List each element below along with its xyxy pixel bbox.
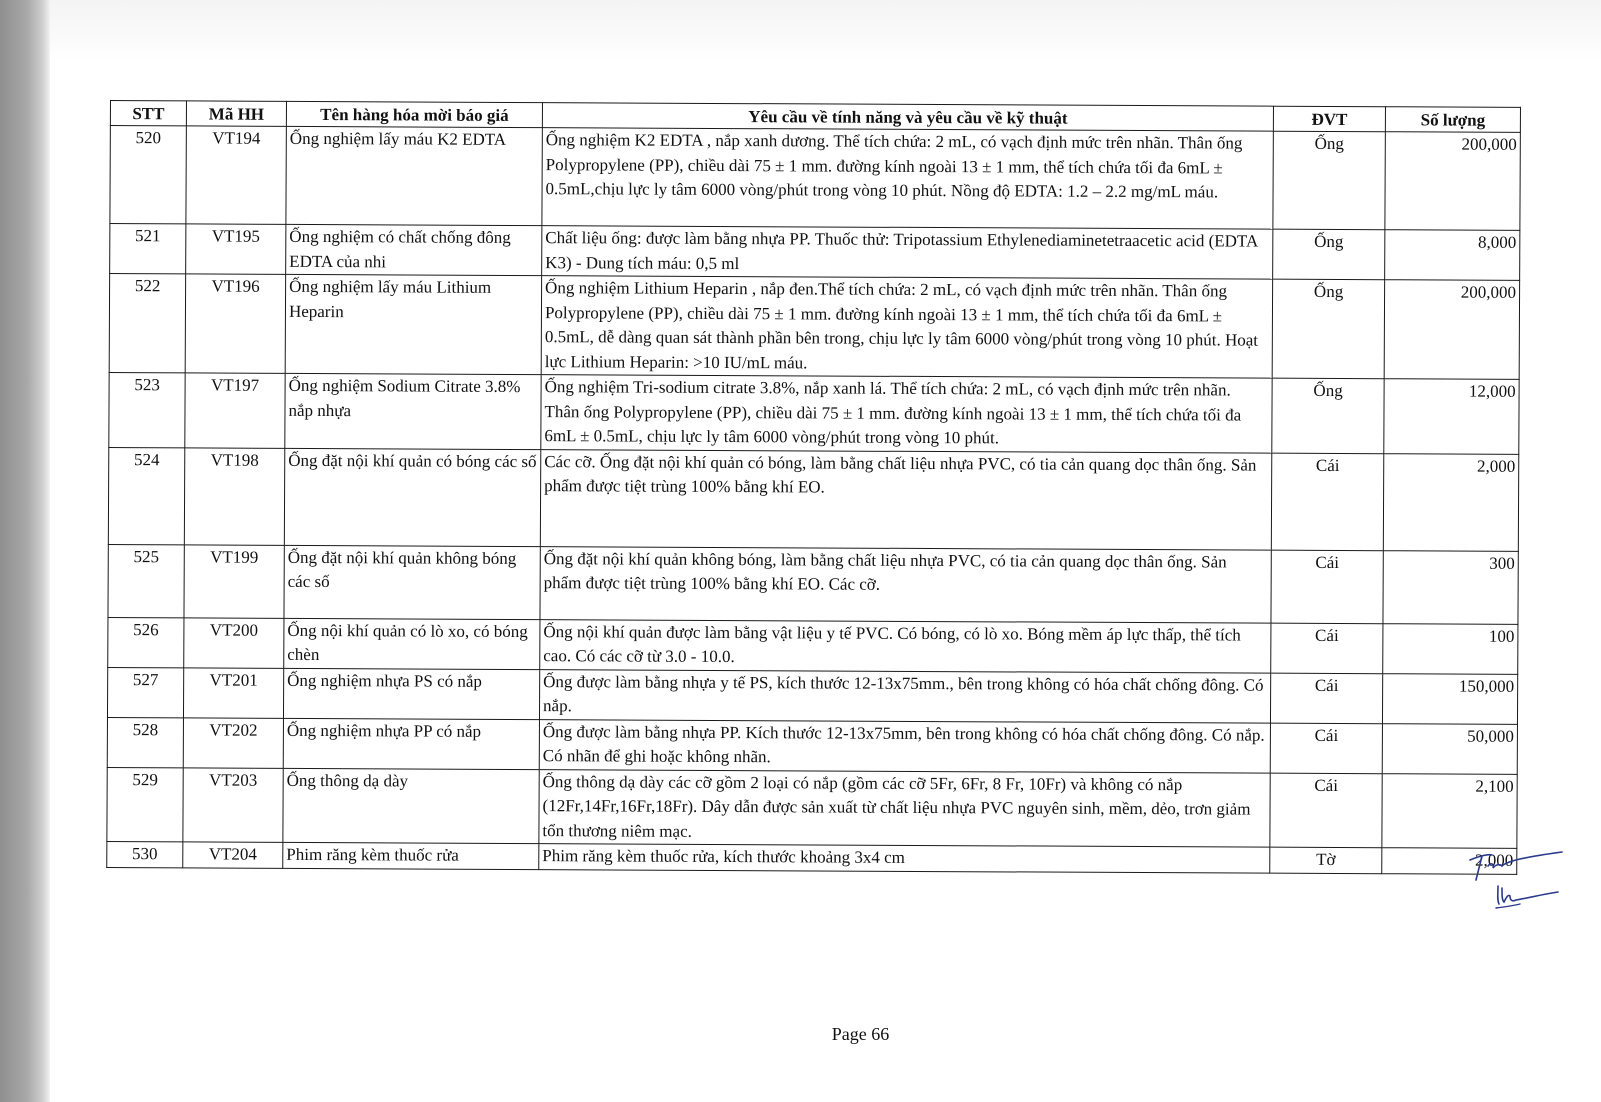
cell-code: VT197 [185, 373, 285, 448]
cell-qty: 150,000 [1382, 673, 1517, 724]
cell-code: VT199 [184, 544, 284, 617]
cell-spec: Ống nghiệm Lithium Heparin , nắp đen.Thể tích chứa: 2 mL, có vạch định mức trên nhãn. Thân ống Polypropylene (PP), chiều dài 75 ± 1 mm. đường kính ngoài 13 ± 1 mm, thể tích chứa tối đa 6mL ± 0.5mL, dễ dàng quan sát thành phần bên trong, chịu lực ly tâm 6000 vòng/phút trong vòng 10 phút. Hoạt lực Lithium Heparin: >10 IU/mL máu. [541, 276, 1272, 379]
cell-name: Ống đặt nội khí quản không bóng các số [284, 545, 540, 619]
cell-spec: Các cỡ. Ống đặt nội khí quản có bóng, làm bằng chất liệu nhựa PVC, có tia cản quang dọc thân ống. Sản phẩm được tiệt trùng 100% bằng khí EO. [540, 449, 1271, 550]
cell-unit: Ống [1273, 131, 1385, 230]
header-code: Mã HH [186, 101, 286, 126]
cell-name: Ống đặt nội khí quản có bóng các số [284, 448, 540, 546]
cell-stt: 530 [107, 841, 183, 867]
cell-name: Ống nội khí quản có lò xo, có bóng chèn [284, 618, 540, 669]
cell-unit: Cái [1271, 623, 1383, 674]
header-qty: Số lượng [1385, 107, 1520, 133]
cell-spec: Ống nội khí quản được làm bằng vật liệu y tế PVC. Có bóng, có lò xo. Bóng mềm áp lực thấp, thể tích cao. Có các cỡ từ 3.0 - 10.0. [540, 619, 1271, 673]
cell-stt: 526 [108, 617, 184, 667]
cell-name: Ống nghiệm lấy máu Lithium Heparin [285, 274, 541, 374]
table-row [109, 274, 1519, 380]
header-name: Tên hàng hóa mời báo giá [286, 101, 542, 127]
cell-stt: 525 [108, 544, 184, 617]
cell-code: VT198 [184, 447, 284, 544]
cell-name: Ống nghiệm lấy máu K2 EDTA [286, 126, 542, 225]
header-stt: STT [110, 101, 186, 126]
table-row [108, 544, 1518, 624]
cell-spec: Ống được làm bằng nhựa y tế PS, kích thước 12-13x75mm., bên trong không có hóa chất chống đông. Có nắp. [539, 669, 1270, 723]
cell-spec: Chất liệu ống: được làm bằng nhựa PP. Thuốc thử: Tripotassium Ethylenediaminetetraacetic acid (EDTA K3) - Dung tích máu: 0,5 ml [542, 226, 1273, 280]
cell-spec: Ống được làm bằng nhựa PP. Kích thước 12-13x75mm, bên trong không có hóa chất chống đông. Có nắp. Có nhãn để ghi hoặc không nhãn. [539, 719, 1270, 773]
cell-qty: 100 [1383, 623, 1518, 674]
cell-code: VT203 [183, 767, 283, 842]
cell-unit: Cái [1271, 453, 1383, 551]
table-row [107, 767, 1517, 848]
cell-stt: 521 [110, 224, 186, 274]
cell-qty: 2,000 [1383, 453, 1518, 551]
table-row [107, 841, 1517, 874]
table-row [107, 667, 1517, 724]
cell-name: Ống nghiệm Sodium Citrate 3.8% nắp nhựa [285, 373, 541, 449]
header-unit: ĐVT [1273, 106, 1385, 132]
scan-top-shade [50, 0, 1601, 60]
cell-unit: Ống [1272, 378, 1384, 453]
table-row [108, 617, 1518, 674]
cell-unit: Tờ [1270, 847, 1382, 874]
cell-qty: 2,000 [1382, 848, 1517, 875]
handwritten-initials [1458, 842, 1568, 922]
cell-qty: 12,000 [1384, 379, 1519, 454]
table-row [110, 224, 1520, 281]
cell-code: VT194 [186, 126, 286, 224]
cell-unit: Cái [1270, 723, 1382, 774]
cell-unit: Cái [1270, 773, 1382, 848]
cell-name: Ống thông dạ dày [283, 768, 539, 844]
header-spec: Yêu cầu về tính năng và yêu cầu về kỹ thuật [542, 103, 1273, 132]
cell-code: VT204 [183, 842, 283, 868]
cell-stt: 524 [108, 447, 184, 544]
table-row [108, 447, 1518, 551]
cell-code: VT202 [183, 717, 283, 767]
cell-name: Ống nghiệm nhựa PP có nắp [283, 718, 539, 769]
cell-code: VT201 [183, 667, 283, 717]
cell-spec: Ống nghiệm Tri-sodium citrate 3.8%, nắp xanh lá. Thể tích chứa: 2 mL, có vạch định mức trên nhãn. Thân ống Polypropylene (PP), chiều dài 75 ± 1 mm. đường kính ngoài 13 ± 1 mm, thể tích chứa tối đa 6mL ± 0.5mL, chịu lực ly tâm 6000 vòng/phút trong vòng 10 phút. [541, 375, 1272, 453]
cell-code: VT200 [184, 617, 284, 667]
cell-name: Ống nghiệm có chất chống đông EDTA của nhi [286, 224, 542, 275]
page-number: Page 66 [831, 1024, 890, 1044]
cell-code: VT196 [185, 274, 285, 373]
goods-table [106, 100, 1521, 875]
cell-name: Phim răng kèm thuốc rửa [283, 842, 539, 869]
table-row [107, 717, 1517, 774]
cell-spec: Phim răng kèm thuốc rửa, kích thước khoảng 3x4 cm [539, 844, 1270, 874]
cell-unit: Ống [1272, 279, 1384, 379]
cell-qty: 8,000 [1385, 230, 1520, 281]
cell-name: Ống nghiệm nhựa PS có nắp [283, 668, 539, 719]
scan-shadow-edge [0, 0, 50, 1102]
cell-unit: Ống [1273, 229, 1385, 280]
cell-qty: 200,000 [1385, 132, 1520, 231]
cell-stt: 528 [107, 717, 183, 767]
table-row [109, 372, 1519, 453]
cell-spec: Ống đặt nội khí quản không bóng, làm bằng chất liệu nhựa PVC, có tia cản quang dọc thân ống. Sản phẩm được tiệt trùng 100% bằng khí EO. Các cỡ. [540, 546, 1271, 623]
cell-unit: Cái [1271, 550, 1383, 624]
cell-unit: Cái [1270, 673, 1382, 724]
cell-stt: 529 [107, 767, 183, 842]
cell-stt: 527 [107, 667, 183, 717]
table-row [110, 126, 1520, 231]
cell-stt: 520 [110, 126, 186, 224]
cell-qty: 300 [1383, 550, 1518, 624]
cell-stt: 523 [109, 372, 185, 447]
cell-stt: 522 [109, 274, 185, 373]
cell-spec: Ống thông dạ dày các cỡ gồm 2 loại có nắp (gồm các cỡ 5Fr, 6Fr, 8 Fr, 10Fr) và không có nắp (12Fr,14Fr,16Fr,18Fr). Dây dẫn được sản xuất từ chất liệu nhựa PVC nguyên sinh, mềm, dẻo, trơn giảm tổn thương niêm mạc. [539, 769, 1270, 847]
cell-qty: 2,100 [1382, 773, 1517, 848]
cell-code: VT195 [186, 224, 286, 274]
cell-qty: 50,000 [1382, 723, 1517, 774]
cell-qty: 200,000 [1384, 280, 1519, 380]
cell-spec: Ống nghiệm K2 EDTA , nắp xanh dương. Thể tích chứa: 2 mL, có vạch định mức trên nhãn. Thân ống Polypropylene (PP), chiều dài 75 ± 1 mm. đường kính ngoài 13 ± 1 mm, thể tích chứa tối đa 6mL ± 0.5mL,chịu lực ly tâm 6000 vòng/phút trong vòng 10 phút. Nồng độ EDTA: 1.2 – 2.2 mg/mL máu. [542, 128, 1273, 230]
